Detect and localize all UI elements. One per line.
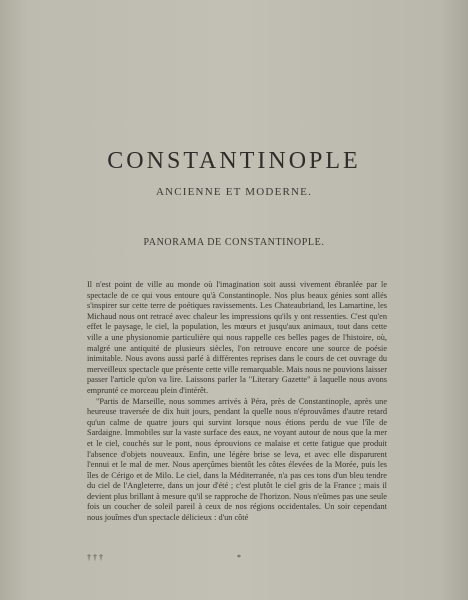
printer-mark-left: † † † xyxy=(87,553,103,562)
paragraph-1: Il n'est point de ville au monde où l'imagination soit aussi vivement ébranlée par le spectacle de ce qui vous entoure qu'à Constantinople. Nos plus beaux génies sont allés s'inspirer sur cette terre de poétiques ravissements. Les Chateaubriand, les Lamartine, les Michaud nous ont retracé avec chaleur les impressions qu'ils y ont ressenties. C'est qu'en effet le paysage, le ciel, la population, les mœurs et jusqu'aux animaux, tout dans cette ville a une physionomie particulière qui nous rappelle ces belles pages de l'histoire, où, malgré une antiquité de plusieurs siècles, l'on retrouve encore une source de poésie inimitable. Nous avons aussi parlé à différentes reprises dans le cours de cet ouvrage du merveilleux spectacle que présente cette ville remarquable. Mais nous ne pouvions laisser passer l'article qu'on va lire. Laissons parler la "Literary Gazette" à laquelle nous avons emprunté ce morceau plein d'intérêt. xyxy=(87,280,387,395)
paragraph-2: "Partis de Marseille, nous sommes arrivés à Péra, près de Constantinople, après une heureuse traversée de dix huit jours, pendant la quelle nous n'éprouvâmes d'autre retard qu'un calme de quatre jours qui survint lorsque nous étions perdu de vue l'île de Sardaigne. Immobiles sur la vaste surface des eaux, ne voyant autour de nous que la mer et le ciel, couchés sur le pont, nous éprouvions ce malaise et cette fatigue que produit l'absence d'objets nouveaux. Enfin, une légère brise se leva, et avec elle disparurent l'ennui et le mal de mer. Nous aperçûmes bientôt les côtes élevées de la Morée, puis les îles de Cérigo et de Milo. Le ciel, dans la Méditerranée, n'a pas ces tons d'un bleu tendre du ciel de l'Angleterre, dans un jour d'été ; c'est plutôt le ciel gris de la France ; mais il devient plus brillant à mesure qu'il se rapproche de l'horizon. Nous n'eûmes pas une seule fois un coucher de soleil pareil à ceux de nos régions occidentales. Un soir cependant nous jouîmes d'un spectacle délicieux : d'un côté xyxy=(87,396,387,523)
section-heading: PANORAMA DE CONSTANTINOPLE. xyxy=(143,237,325,248)
page-subtitle: ANCIENNE ET MODERNE. xyxy=(155,186,313,198)
body-text xyxy=(87,280,387,524)
page-title: CONSTANTINOPLE xyxy=(107,148,361,174)
printer-mark-center: * xyxy=(237,553,241,562)
